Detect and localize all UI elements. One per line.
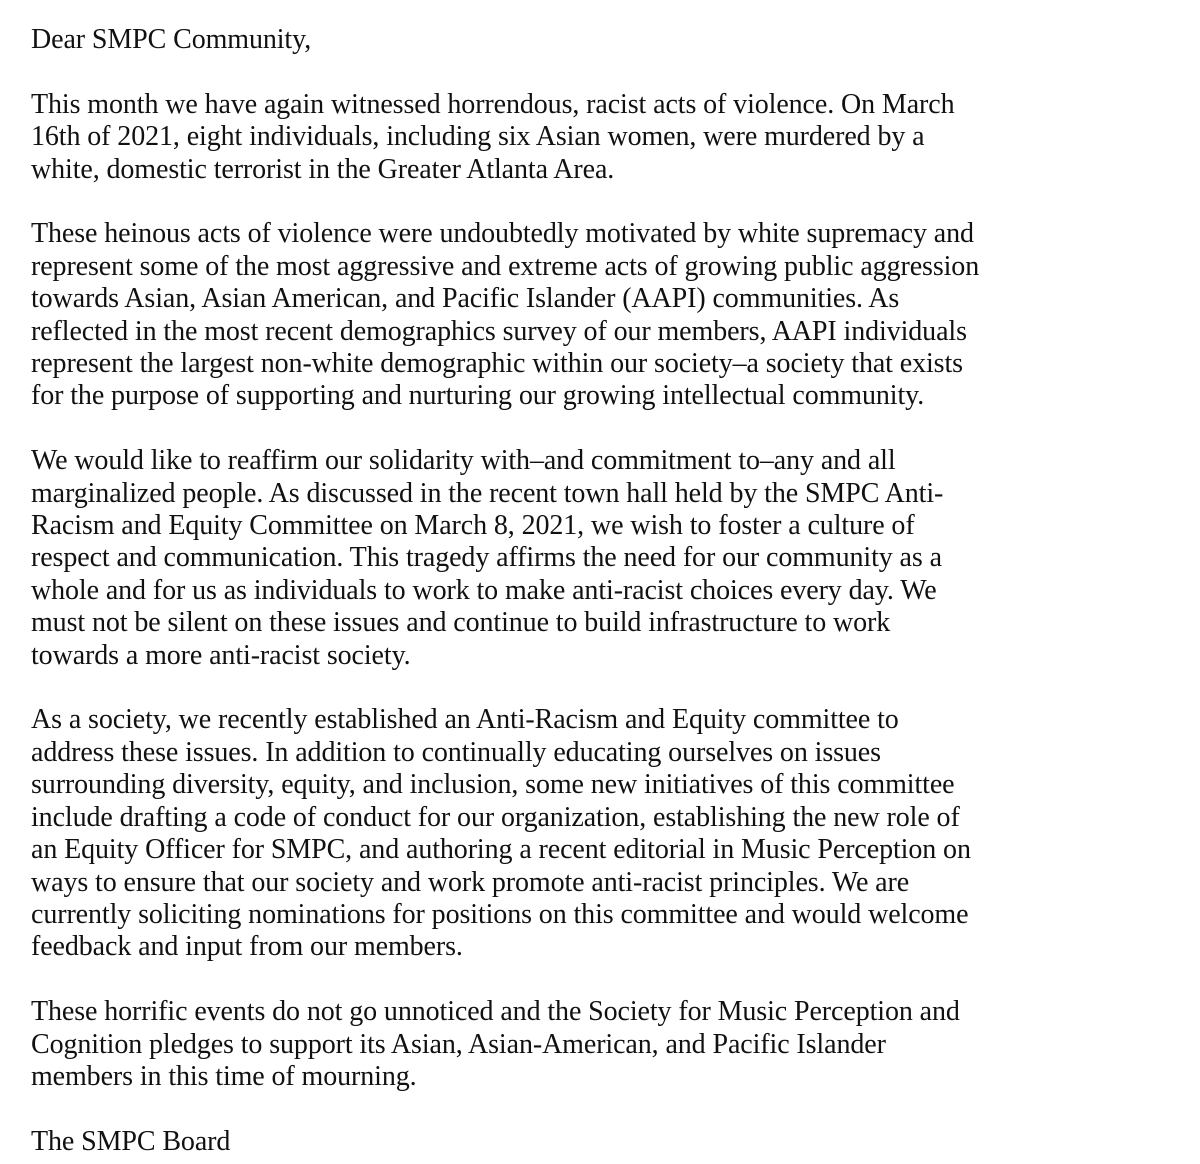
paragraph-solidarity: We would like to reaffirm our solidarity with–and commitment to–any and all marginalized people. As discussed in the recent town hall held by the SMPC Anti- Racism and Equity Committee on March 8, 2021, we wish to foster a culture of respect and communication. This tragedy affirms the need for our community as a whole and for us as individuals to work to make anti-racist choices every day. We must not be silent on these issues and continue to build infrastructure to work towards a more anti-racist society. xyxy=(31,445,944,671)
paragraph-pledge: These horrific events do not go unnoticed and the Society for Music Perception and Cognition pledges to support its Asian, Asian-American, and Pacific Islander members in this time of mourning. xyxy=(31,996,960,1092)
paragraph-atlanta-shooting: This month we have again witnessed horrendous, racist acts of violence. On March 16th of 2021, eight individuals, including six Asian women, were murdered by a white, domestic terrorist in the Greater Atlanta Area. xyxy=(31,88,955,185)
paragraph-white-supremacy: These heinous acts of violence were undoubtedly motivated by white supremacy and represent some of the most aggressive and extreme acts of growing public aggression towards Asian, Asian American, and Pacific Islander (AAPI) communities. As reflected in the most recent demographics survey of our members, AAPI individuals represent the largest non-white demographic within our society–a society that exists for the purpose of supporting and nurturing our growing intellectual community. xyxy=(31,218,980,412)
paragraph-committee: As a society, we recently established an Anti-Racism and Equity committee to address these issues. In addition to continually educating ourselves on issues surrounding diversity, equity, and inclusion, some new initiatives of this committee include drafting a code of conduct for our organization, establishing the new role of an Equity Officer for SMPC, and authoring a recent editorial in Music Perception on ways to ensure that our society and work promote anti-racist principles. We are currently soliciting nominations for positions on this committee and would welcome feedback and input from our members. xyxy=(31,704,971,963)
salutation: Dear SMPC Community, xyxy=(31,24,312,55)
signature: The SMPC Board xyxy=(31,1125,231,1157)
letter-body xyxy=(31,24,1191,1158)
